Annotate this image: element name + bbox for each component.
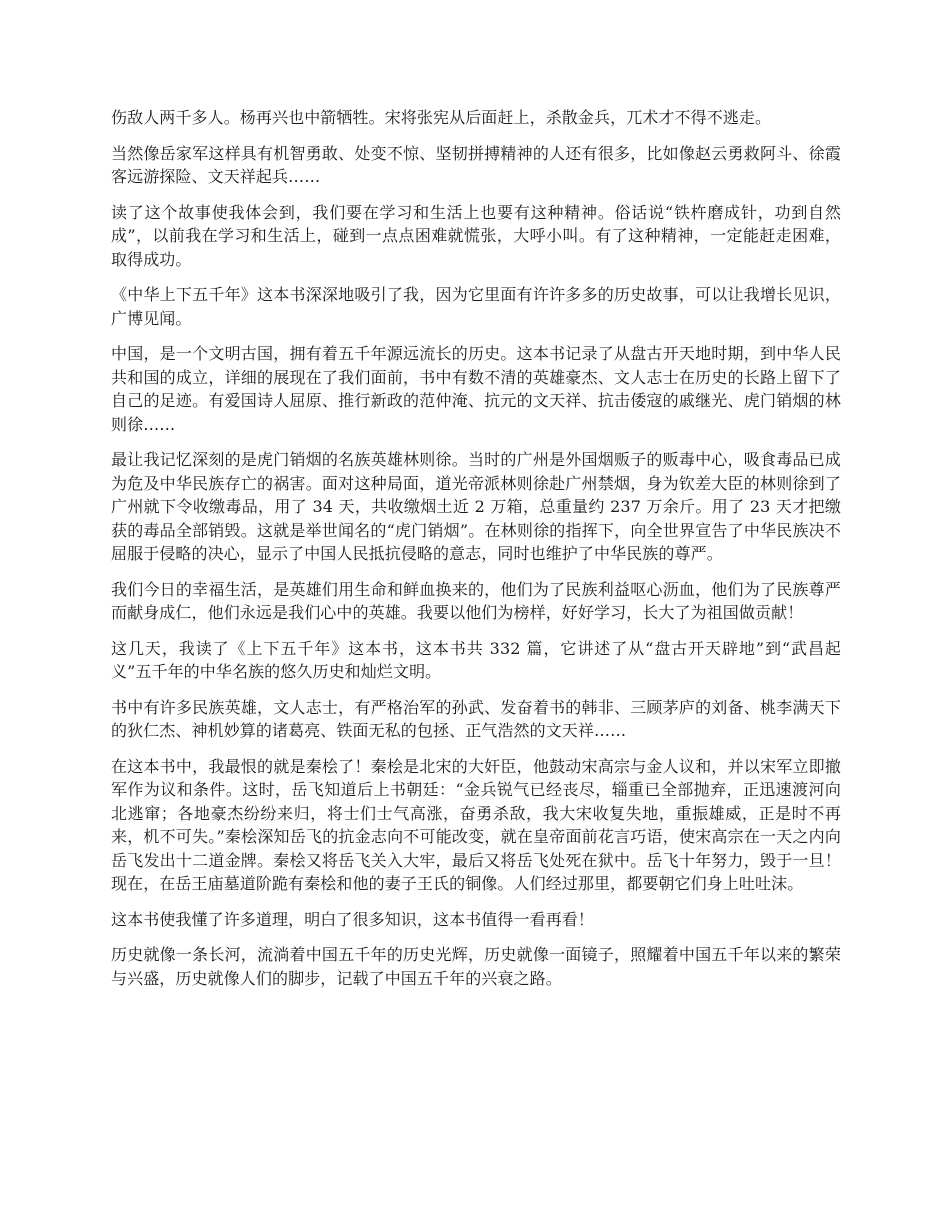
paragraph-6: 最让我记忆深刻的是虎门销烟的名族英雄林则徐。当时的广州是外国烟贩子的贩毒中心，吸食毒品已成为危及中华民族存亡的祸害。面对这种局面，道光帝派林则徐赴广州禁烟，身为钦差大臣的林则徐到了广州就下令收缴毒品，用了 34 天，共收缴烟土近 2 万箱，总重量约 237 万余斤。用了 23 天才把缴获的毒品全部销毁。这就是举世闻名的“虎门销烟”。在林则徐的指挥下，向全世界宣告了中华民族决不屈服于侵略的决心，显示了中国人民抵抗侵略的意志，同时也维护了中华民族的尊严。 xyxy=(111,450,841,563)
paragraph-12: 历史就像一条长河，流淌着中国五千年的历史光辉，历史就像一面镜子，照耀着中国五千年以来的繁荣与兴盛，历史就像人们的脚步，记载了中国五千年的兴衰之路。 xyxy=(111,945,841,988)
paragraph-5: 中国，是一个文明古国，拥有着五千年源远流长的历史。这本书记录了从盘古开天地时期，到中华人民共和国的成立，详细的展现在了我们面前，书中有数不清的英雄豪杰、文人志士在历史的长路上留下了自己的足迹。有爱国诗人屈原、推行新政的范仲淹、抗元的文天祥、抗击倭寇的戚继光、虎门销烟的林则徐…… xyxy=(111,344,841,434)
paragraph-1: 伤敌人两千多人。杨再兴也中箭牺牲。宋将张宪从后面赶上，杀散金兵，兀术才不得不逃走。 xyxy=(111,108,772,127)
paragraph-7: 我们今日的幸福生活，是英雄们用生命和鲜血换来的，他们为了民族利益呕心沥血，他们为了民族尊严而献身成仁，他们永远是我们心中的英雄。我要以他们为榜样，好好学习，长大了为祖国做贡献！ xyxy=(111,579,841,622)
paragraph-8: 这几天，我读了《上下五千年》这本书，这本书共 332 篇，它讲述了从“盘古开天辟地”到“武昌起义”五千年的中华名族的悠久历史和灿烂文明。 xyxy=(111,638,841,681)
paragraph-11: 这本书使我懂了许多道理，明白了很多知识，这本书值得一看再看！ xyxy=(111,909,595,929)
paragraph-10: 在这本书中，我最恨的就是秦桧了！秦桧是北宋的大奸臣，他鼓动宋高宗与金人议和，并以宋军立即撤军作为议和条件。这时，岳飞知道后上书朝廷：“金兵锐气已经丧尽，辎重已全部抛弃，正迅速渡河向北逃窜；各地豪杰纷纷来归，将士们士气高涨，奋勇杀敌，我大宋收复失地，重振雄威，正是时不再来，机不可失。”秦桧深知岳飞的抗金志向不可能改变，就在皇帝面前花言巧语，使宋高宗在一天之内向岳飞发出十二道金牌。秦桧又将岳飞关入大牢，最后又将岳飞处死在狱中。岳飞十年努力，毁于一旦！现在，在岳王庙墓道阶跪有秦桧和他的妻子王氏的铜像。人们经过那里，都要朝它们身上吐吐沫。 xyxy=(111,756,841,893)
paragraph-3: 读了这个故事使我体会到，我们要在学习和生活上也要有这种精神。俗话说“铁杵磨成针，功到自然成”，以前我在学习和生活上，碰到一点点困难就慌张，大呼小叫。有了这种精神，一定能赶走困难，取得成功。 xyxy=(111,202,841,269)
paragraph-9: 书中有许多民族英雄，文人志士，有严格治军的孙武、发奋着书的韩非、三顾茅庐的刘备、桃李满天下的狄仁杰、神机妙算的诸葛亮、铁面无私的包拯、正气浩然的文天祥…… xyxy=(111,697,841,740)
paragraph-4: 《中华上下五千年》这本书深深地吸引了我，因为它里面有许许多多的历史故事，可以让我增长见识，广博见闻。 xyxy=(111,285,841,328)
document-body xyxy=(111,106,841,1002)
paragraph-2: 当然像岳家军这样具有机智勇敢、处变不惊、坚韧拼搏精神的人还有很多，比如像赵云勇救阿斗、徐霞客远游探险、文天祥起兵…… xyxy=(111,143,841,186)
